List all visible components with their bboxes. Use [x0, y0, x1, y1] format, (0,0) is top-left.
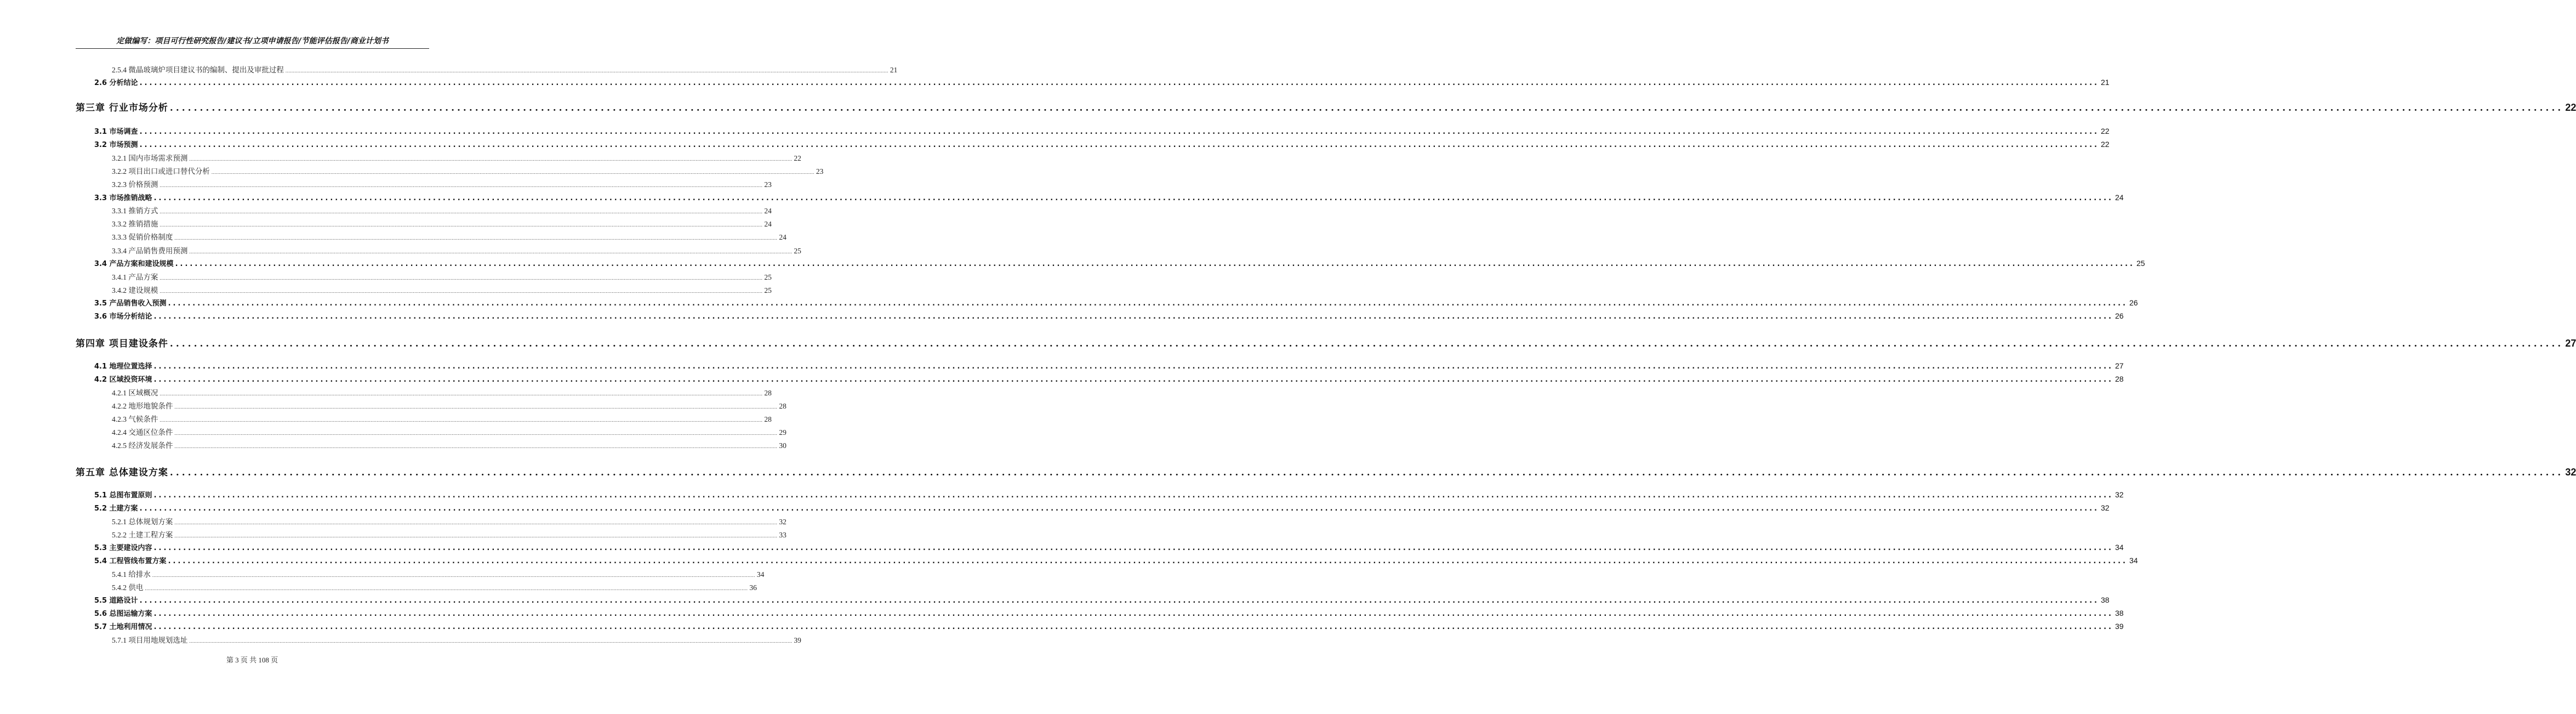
- toc-entry-title: 3.3 市场推销战略: [94, 194, 152, 202]
- toc-entry-page-number: 38: [2115, 609, 2124, 617]
- toc-entry-title: 3.4.2 建设规模: [112, 286, 158, 294]
- toc-entry-page-number: 23: [764, 180, 772, 189]
- toc-entry-title: 4.2.2 地形地貌条件: [112, 402, 173, 410]
- toc-entry-page-number: 26: [2129, 298, 2138, 307]
- toc-entry-title: 5.4.1 给排水: [112, 570, 151, 579]
- toc-entry[interactable]: [94, 297, 2138, 308]
- toc-entry-page-number: 25: [764, 273, 772, 281]
- toc-leader-dots: ................................................................................................................................................................................................................................................................................................................................................................................................................: [285, 68, 888, 73]
- toc-entry-title: 3.2.3 价格预测: [112, 180, 158, 189]
- toc-entry[interactable]: [94, 502, 2110, 513]
- toc-entry[interactable]: [94, 542, 2124, 553]
- toc-entry-page-number: 28: [779, 402, 787, 410]
- toc-leader-dots: ................................................................................................................................................................................................................................................................................................................................................................................................................: [153, 376, 2113, 384]
- toc-entry-title: 5.7 土地利用情况: [94, 623, 152, 631]
- toc-leader-dots: ................................................................................................................................................................................................................................................................................................................................................................................................................: [159, 391, 763, 396]
- toc-entry-page-number: 22: [794, 154, 801, 162]
- toc-entry-page-number: 21: [2100, 78, 2110, 87]
- toc-entry-page-number: 26: [2115, 311, 2124, 320]
- toc-entry[interactable]: [112, 634, 801, 645]
- toc-entry-page-number: 24: [764, 220, 772, 228]
- toc-entry-title: 5.4 工程管线布置方案: [94, 557, 167, 565]
- toc-entry-page-number: 25: [794, 247, 801, 255]
- toc-entry-page-number: 27: [2565, 338, 2576, 349]
- toc-leader-dots: ................................................................................................................................................................................................................................................................................................................................................................................................................: [211, 169, 814, 175]
- toc-entry-title: 3.4.1 产品方案: [112, 273, 158, 281]
- toc-entry[interactable]: [112, 439, 787, 450]
- toc-entry-title: 4.2 区域投资环境: [94, 376, 152, 384]
- toc-entry-title: 3.2.2 项目出口或进口替代分析: [112, 167, 210, 175]
- toc-entry[interactable]: [112, 400, 787, 411]
- toc-entry-title: 3.6 市场分析结论: [94, 313, 152, 321]
- toc-leader-dots: ................................................................................................................................................................................................................................................................................................................................................................................................................: [153, 610, 2113, 618]
- toc-leader-dots: ................................................................................................................................................................................................................................................................................................................................................................................................................: [175, 260, 2135, 268]
- toc-entry-page-number: 29: [779, 428, 787, 437]
- toc-leader-dots: ................................................................................................................................................................................................................................................................................................................................................................................................................: [174, 235, 778, 241]
- toc-leader-dots: ................................................................................................................................................................................................................................................................................................................................................................................................................: [169, 338, 2564, 349]
- toc-entry[interactable]: [112, 413, 772, 424]
- toc-entry-page-number: 36: [749, 583, 757, 592]
- toc-entry[interactable]: [112, 64, 898, 75]
- toc-leader-dots: ................................................................................................................................................................................................................................................................................................................................................................................................................: [189, 249, 793, 254]
- toc-entry[interactable]: [112, 581, 757, 592]
- toc-entry-title: 5.4.2 供电: [112, 583, 144, 592]
- toc-leader-dots: ................................................................................................................................................................................................................................................................................................................................................................................................................: [139, 128, 2099, 136]
- toc-entry[interactable]: [94, 310, 2124, 321]
- toc-entry-page-number: 25: [2136, 259, 2145, 268]
- toc-entry[interactable]: [112, 231, 787, 242]
- toc-entry-page-number: 39: [794, 636, 801, 644]
- toc-entry[interactable]: [112, 178, 772, 189]
- toc-leader-dots: ................................................................................................................................................................................................................................................................................................................................................................................................................: [169, 103, 2564, 114]
- toc-leader-dots: ................................................................................................................................................................................................................................................................................................................................................................................................................: [168, 557, 2128, 565]
- toc-entry-page-number: 28: [2115, 375, 2124, 383]
- toc-leader-dots: ................................................................................................................................................................................................................................................................................................................................................................................................................: [153, 544, 2113, 552]
- toc-entry-title: 4.2.3 气候条件: [112, 415, 158, 423]
- toc-entry[interactable]: [112, 529, 787, 540]
- toc-leader-dots: ................................................................................................................................................................................................................................................................................................................................................................................................................: [174, 533, 778, 539]
- toc-entry-title: 5.6 总图运输方案: [94, 610, 152, 618]
- toc-leader-dots: ................................................................................................................................................................................................................................................................................................................................................................................................................: [168, 299, 2128, 308]
- toc-entry-title: 3.3.1 推销方式: [112, 207, 158, 215]
- toc-entry-page-number: 22: [2100, 127, 2110, 135]
- toc-entry-title: 3.3.4 产品销售费用预测: [112, 247, 188, 255]
- toc-leader-dots: ................................................................................................................................................................................................................................................................................................................................................................................................................: [139, 505, 2099, 513]
- toc-leader-dots: ................................................................................................................................................................................................................................................................................................................................................................................................................: [159, 275, 763, 281]
- toc-leader-dots: ................................................................................................................................................................................................................................................................................................................................................................................................................: [145, 586, 748, 591]
- toc-leader-dots: ................................................................................................................................................................................................................................................................................................................................................................................................................: [189, 156, 793, 162]
- toc-leader-dots: ................................................................................................................................................................................................................................................................................................................................................................................................................: [159, 209, 763, 214]
- toc-entry-title: 第四章 项目建设条件: [76, 338, 168, 349]
- toc-entry-title: 4.1 地理位置选择: [94, 362, 152, 371]
- toc-leader-dots: ................................................................................................................................................................................................................................................................................................................................................................................................................: [139, 141, 2099, 149]
- toc-entry-page-number: 30: [779, 441, 787, 450]
- toc-entry-title: 5.5 道路设计: [94, 597, 138, 605]
- toc-entry[interactable]: [112, 152, 801, 163]
- toc-leader-dots: ................................................................................................................................................................................................................................................................................................................................................................................................................: [139, 79, 2099, 87]
- toc-entry-page-number: 32: [2115, 490, 2124, 499]
- toc-entry-title: 5.2.2 土建工程方案: [112, 531, 173, 539]
- toc-entry[interactable]: [112, 271, 772, 282]
- toc-entry-title: 3.3.3 促销价格制度: [112, 233, 173, 241]
- toc-entry[interactable]: [112, 515, 787, 526]
- toc-entry-title: 3.3.2 推销措施: [112, 220, 158, 228]
- toc-entry-title: 4.2.4 交通区位条件: [112, 428, 173, 437]
- toc-entry[interactable]: [76, 100, 2576, 115]
- toc-entry[interactable]: [112, 165, 824, 176]
- toc-entry[interactable]: [112, 245, 801, 256]
- toc-entry-title: 第五章 总体建设方案: [76, 467, 168, 478]
- toc-entry-page-number: 34: [2129, 556, 2138, 565]
- toc-entry-title: 3.2 市场预测: [94, 141, 138, 149]
- toc-entry[interactable]: [94, 594, 2110, 605]
- toc-entry[interactable]: [76, 336, 2576, 351]
- toc-entry-page-number: 22: [2565, 102, 2576, 113]
- toc-entry-title: 5.2 土建方案: [94, 505, 138, 513]
- toc-entry-page-number: 22: [2100, 140, 2110, 149]
- toc-entry-page-number: 38: [2100, 596, 2110, 604]
- toc-entry-page-number: 24: [2115, 193, 2124, 202]
- toc-entry-title: 5.1 总图布置原则: [94, 491, 152, 500]
- toc-entry-page-number: 34: [756, 570, 765, 579]
- toc-leader-dots: ................................................................................................................................................................................................................................................................................................................................................................................................................: [174, 430, 778, 436]
- toc-entry-title: 5.7.1 项目用地规划选址: [112, 636, 188, 644]
- toc-entry-page-number: 34: [2115, 543, 2124, 552]
- toc-leader-dots: ................................................................................................................................................................................................................................................................................................................................................................................................................: [159, 222, 763, 228]
- toc-entry[interactable]: [94, 139, 2110, 150]
- toc-entry[interactable]: [94, 608, 2124, 619]
- toc-entry-title: 3.2.1 国内市场需求预测: [112, 154, 188, 162]
- toc-leader-dots: ................................................................................................................................................................................................................................................................................................................................................................................................................: [174, 520, 778, 525]
- toc-entry-title: 5.3 主要建设内容: [94, 544, 152, 552]
- toc-leader-dots: ................................................................................................................................................................................................................................................................................................................................................................................................................: [159, 417, 763, 423]
- toc-entry-title: 3.1 市场调查: [94, 128, 138, 136]
- toc-entry-page-number: 28: [764, 389, 772, 397]
- toc-leader-dots: ................................................................................................................................................................................................................................................................................................................................................................................................................: [159, 288, 763, 294]
- toc-entry-page-number: 39: [2115, 622, 2124, 631]
- toc-leader-dots: ................................................................................................................................................................................................................................................................................................................................................................................................................: [139, 597, 2099, 605]
- toc-leader-dots: ................................................................................................................................................................................................................................................................................................................................................................................................................: [174, 404, 778, 410]
- toc-leader-dots: ................................................................................................................................................................................................................................................................................................................................................................................................................: [189, 638, 793, 644]
- toc-entry[interactable]: [94, 621, 2124, 632]
- toc-entry-title: 3.5 产品销售收入预测: [94, 299, 167, 308]
- toc-entry-page-number: 24: [779, 233, 787, 241]
- toc-entry[interactable]: [94, 373, 2124, 384]
- toc-leader-dots: ................................................................................................................................................................................................................................................................................................................................................................................................................: [169, 467, 2564, 478]
- toc-entry-page-number: 25: [764, 286, 772, 294]
- toc-entry-title: 2.5.4 微晶玻璃炉项目建议书的编制、提出及审批过程: [112, 66, 284, 74]
- toc-leader-dots: ................................................................................................................................................................................................................................................................................................................................................................................................................: [153, 362, 2113, 371]
- toc-entry[interactable]: [94, 555, 2138, 566]
- toc-leader-dots: ................................................................................................................................................................................................................................................................................................................................................................................................................: [153, 623, 2113, 631]
- toc-entry[interactable]: [112, 284, 772, 295]
- toc-leader-dots: ................................................................................................................................................................................................................................................................................................................................................................................................................: [153, 194, 2113, 202]
- toc-entry-title: 4.2.5 经济发展条件: [112, 441, 173, 450]
- toc-leader-dots: ................................................................................................................................................................................................................................................................................................................................................................................................................: [153, 313, 2113, 321]
- toc-entry[interactable]: [94, 192, 2124, 203]
- toc-entry[interactable]: [94, 258, 2145, 269]
- toc-leader-dots: ................................................................................................................................................................................................................................................................................................................................................................................................................: [152, 573, 755, 578]
- toc-entry-page-number: 23: [816, 167, 824, 175]
- toc-entry-title: 3.4 产品方案和建设规模: [94, 260, 174, 268]
- toc-entry[interactable]: [112, 426, 787, 437]
- toc-entry-page-number: 33: [779, 531, 787, 539]
- toc-entry[interactable]: [112, 205, 772, 216]
- toc-entry-title: 2.6 分析结论: [94, 79, 138, 87]
- toc-entry[interactable]: [94, 126, 2110, 137]
- toc-entry-page-number: 28: [764, 415, 772, 423]
- toc-entry-page-number: 32: [779, 518, 787, 526]
- toc-entry[interactable]: [94, 360, 2124, 371]
- toc-entry-page-number: 27: [2115, 361, 2124, 370]
- page-footer: 第 3 页 共 108 页: [226, 656, 278, 664]
- toc-entry-page-number: 32: [2565, 467, 2576, 478]
- toc-entry-page-number: 24: [764, 207, 772, 215]
- toc-entry[interactable]: [94, 489, 2124, 500]
- toc-entry[interactable]: [94, 77, 2110, 88]
- toc-leader-dots: ................................................................................................................................................................................................................................................................................................................................................................................................................: [153, 491, 2113, 500]
- toc-entry-page-number: 32: [2100, 503, 2110, 512]
- toc-leader-dots: ................................................................................................................................................................................................................................................................................................................................................................................................................: [174, 444, 778, 449]
- toc-entry-title: 5.2.1 总体规划方案: [112, 518, 173, 526]
- toc-entry[interactable]: [112, 218, 772, 229]
- toc-leader-dots: ................................................................................................................................................................................................................................................................................................................................................................................................................: [159, 183, 763, 188]
- toc-entry-title: 4.2.1 区域概况: [112, 389, 158, 397]
- toc-entry-title: 第三章 行业市场分析: [76, 103, 168, 114]
- toc-entry[interactable]: [112, 568, 765, 579]
- toc-entry-page-number: 21: [890, 66, 898, 74]
- page-header: 定做编写：项目可行性研究报告/建议书/立项申请报告/节能评估报告/商业计划书: [76, 35, 429, 49]
- toc-entry[interactable]: [76, 464, 2576, 480]
- toc-entry[interactable]: [112, 387, 772, 398]
